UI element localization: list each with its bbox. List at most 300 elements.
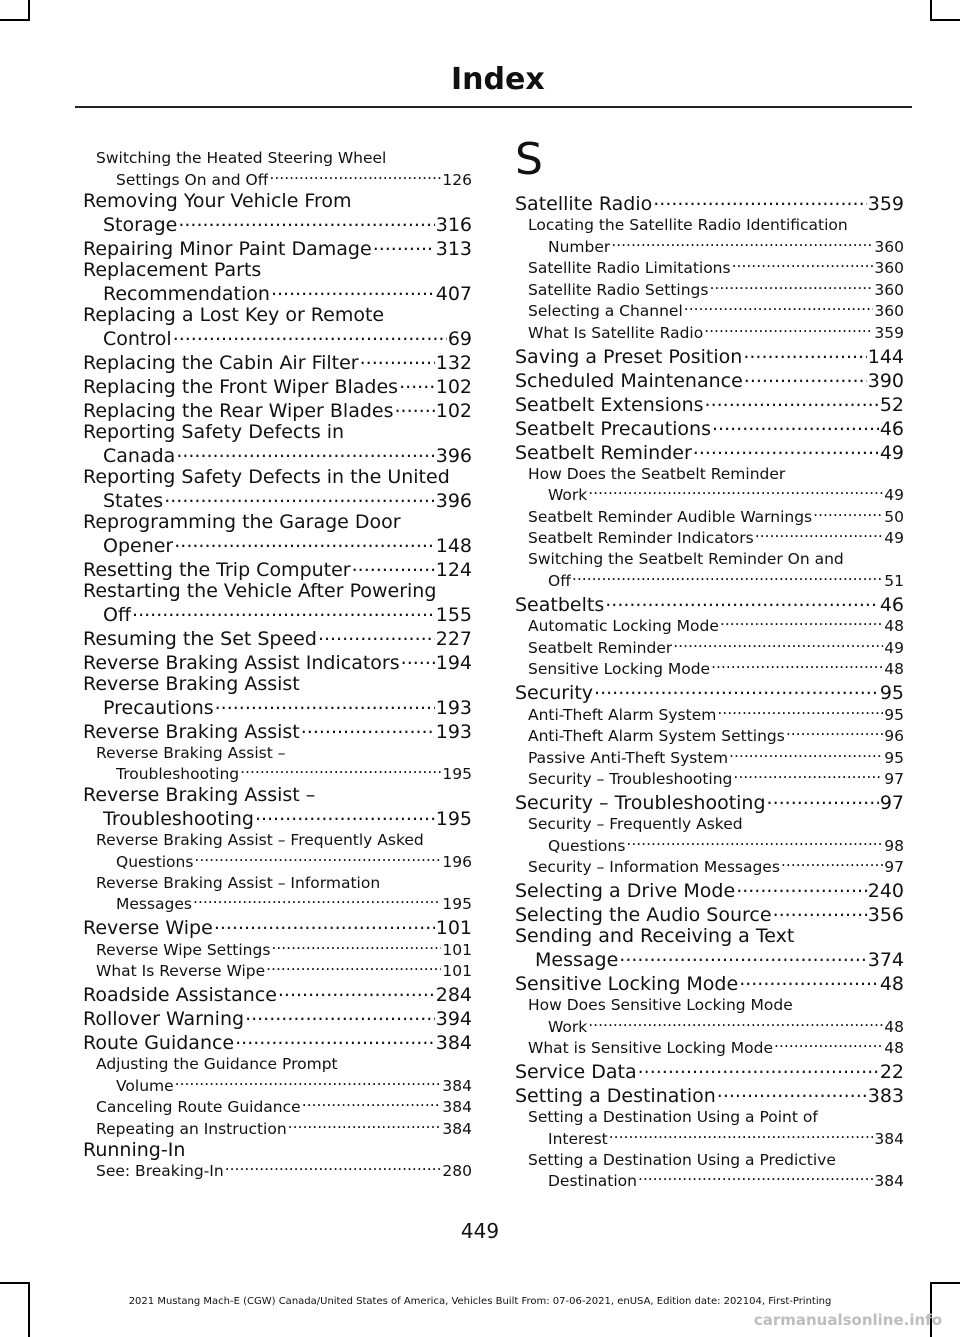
entry-text: Opener bbox=[103, 535, 174, 557]
entry-text: Selecting a Channel bbox=[528, 302, 683, 320]
page-reference: 394 bbox=[435, 1008, 472, 1030]
index-subentry bbox=[515, 814, 904, 857]
index-subentry bbox=[515, 726, 904, 748]
entry-text: Anti-Theft Alarm System bbox=[528, 705, 717, 724]
page-title: Index bbox=[451, 62, 545, 97]
page-reference: 46 bbox=[879, 593, 904, 616]
dot-leader bbox=[288, 1118, 442, 1134]
index-subentry bbox=[515, 464, 904, 507]
entry-text: Removing Your Vehicle From bbox=[83, 189, 352, 212]
entry-text: Reverse Braking Assist – Frequently Asked bbox=[96, 831, 424, 849]
dot-leader bbox=[360, 350, 435, 369]
dot-leader bbox=[717, 704, 883, 720]
crop-mark bbox=[930, 0, 932, 20]
dot-leader bbox=[736, 878, 867, 897]
page-reference: 384 bbox=[435, 1032, 472, 1054]
page-reference: 384 bbox=[874, 1129, 904, 1148]
index-subentry bbox=[515, 704, 904, 726]
entry-text: Satellite Radio Limitations bbox=[528, 259, 731, 277]
entry-text: Number bbox=[548, 237, 611, 256]
page-reference: 194 bbox=[435, 651, 472, 674]
crop-mark bbox=[930, 1282, 960, 1284]
dot-leader bbox=[781, 857, 883, 873]
entry-text: Troubleshooting bbox=[103, 809, 254, 830]
entry-text: Security – Information Messages bbox=[528, 858, 780, 876]
page-reference: 384 bbox=[442, 1098, 472, 1116]
index-entry bbox=[83, 557, 472, 581]
dot-leader bbox=[245, 1006, 435, 1025]
entry-text: What Is Satellite Radio bbox=[528, 323, 704, 342]
page-reference: 49 bbox=[884, 529, 904, 547]
entry-text: Replacing the Cabin Air Filter bbox=[83, 352, 359, 374]
dot-leader bbox=[594, 680, 879, 699]
entry-text: Seatbelt Reminder bbox=[515, 442, 692, 464]
page-reference: 124 bbox=[435, 558, 472, 581]
entry-text: States bbox=[103, 490, 164, 512]
entry-text: Reverse Braking Assist bbox=[83, 672, 300, 695]
crop-mark bbox=[28, 1282, 30, 1337]
index-subentry bbox=[515, 549, 904, 592]
page-reference: 193 bbox=[435, 696, 472, 719]
page-reference: 359 bbox=[874, 323, 904, 342]
dot-leader bbox=[717, 1083, 867, 1102]
index-entry bbox=[515, 790, 904, 814]
entry-text: Control bbox=[103, 328, 172, 350]
entry-text: Route Guidance bbox=[83, 1033, 235, 1054]
page-reference: 360 bbox=[874, 237, 904, 256]
entry-text: Setting a Destination Using a Predictive bbox=[528, 1150, 836, 1169]
entry-text: Adjusting the Guidance Prompt bbox=[96, 1055, 338, 1073]
dot-leader bbox=[705, 392, 879, 411]
index-entry bbox=[83, 982, 472, 1006]
dot-leader bbox=[786, 726, 883, 742]
index-subentry bbox=[515, 616, 904, 638]
index-subentry bbox=[83, 873, 472, 916]
index-subentry bbox=[83, 830, 472, 873]
index-subentry bbox=[83, 961, 472, 983]
crop-mark bbox=[930, 19, 960, 21]
page-reference: 383 bbox=[867, 1085, 904, 1107]
dot-leader bbox=[271, 281, 435, 300]
dot-leader bbox=[755, 528, 884, 544]
index-entry bbox=[515, 971, 904, 995]
entry-text: Switching the Heated Steering Wheel bbox=[96, 149, 387, 167]
page-reference: 384 bbox=[442, 1076, 472, 1095]
entry-text: Sensitive Locking Mode bbox=[515, 974, 739, 995]
entry-text: Selecting a Drive Mode bbox=[515, 881, 736, 902]
dot-leader bbox=[132, 602, 435, 621]
dot-leader bbox=[175, 1075, 442, 1091]
index-entry bbox=[83, 915, 472, 939]
page-reference: 284 bbox=[435, 984, 472, 1006]
index-entries-s bbox=[515, 191, 904, 1192]
page-reference: 97 bbox=[884, 770, 904, 788]
entry-text: How Does Sensitive Locking Mode bbox=[528, 996, 793, 1014]
page-reference: 48 bbox=[884, 1017, 904, 1036]
index-subentry bbox=[515, 528, 904, 550]
page-reference: 49 bbox=[884, 638, 904, 657]
index-subentry bbox=[515, 506, 904, 528]
page-reference: 155 bbox=[435, 603, 472, 626]
page-reference: 48 bbox=[879, 973, 904, 995]
dot-leader bbox=[684, 301, 874, 317]
dot-leader bbox=[225, 1161, 442, 1177]
dot-leader bbox=[302, 1097, 442, 1113]
entry-text: Work bbox=[548, 486, 588, 504]
dot-leader bbox=[373, 236, 435, 255]
page-number: 449 bbox=[460, 1219, 500, 1243]
entry-text: Scheduled Maintenance bbox=[515, 370, 743, 392]
index-entry bbox=[515, 926, 904, 971]
page-reference: 98 bbox=[884, 836, 904, 855]
entry-text: Questions bbox=[548, 836, 626, 855]
entry-text: Replacement Parts bbox=[83, 258, 262, 281]
entry-text: See: Breaking-In bbox=[96, 1162, 224, 1180]
page-reference: 193 bbox=[435, 720, 472, 743]
index-entry bbox=[83, 719, 472, 743]
page-reference: 356 bbox=[867, 904, 904, 926]
entry-text: Seatbelts bbox=[515, 594, 605, 616]
dot-leader bbox=[619, 947, 866, 966]
page-reference: 101 bbox=[442, 962, 472, 980]
dot-leader bbox=[214, 915, 435, 934]
dot-leader bbox=[626, 835, 883, 851]
index-entry bbox=[83, 785, 472, 830]
entry-text: Volume bbox=[116, 1076, 174, 1095]
dot-leader bbox=[729, 747, 883, 763]
entry-text: Canceling Route Guidance bbox=[96, 1098, 301, 1116]
entry-text: Security – Frequently Asked bbox=[528, 815, 743, 833]
entry-text: Security bbox=[515, 683, 594, 704]
entry-text: Destination bbox=[548, 1172, 637, 1190]
page-reference: 101 bbox=[435, 917, 472, 939]
index-subentry bbox=[515, 857, 904, 879]
page-reference: 46 bbox=[879, 417, 904, 440]
index-entry bbox=[83, 422, 472, 467]
entry-text: Automatic Locking Mode bbox=[528, 617, 719, 635]
page-reference: 196 bbox=[442, 852, 472, 871]
dot-leader bbox=[813, 506, 883, 522]
dot-leader bbox=[712, 416, 879, 435]
page-reference: 49 bbox=[884, 486, 904, 504]
entry-text: Canada bbox=[103, 445, 176, 467]
page-reference: 360 bbox=[874, 280, 904, 299]
entry-text: Replacing the Front Wiper Blades bbox=[83, 376, 399, 398]
entry-text: Sending and Receiving a Text bbox=[515, 925, 795, 947]
dot-leader bbox=[743, 344, 866, 363]
page-reference: 69 bbox=[447, 327, 472, 350]
index-subentry bbox=[515, 301, 904, 323]
entry-text: Reverse Wipe Settings bbox=[96, 940, 271, 959]
index-entry bbox=[83, 1006, 472, 1030]
entry-text: Satellite Radio Settings bbox=[528, 280, 709, 299]
page-reference: 148 bbox=[435, 534, 472, 557]
entry-text: Reporting Safety Defects in the United bbox=[83, 465, 450, 488]
index-entry bbox=[83, 398, 472, 422]
index-subentry bbox=[515, 258, 904, 280]
dot-leader bbox=[744, 368, 867, 387]
entry-text: Reverse Braking Assist bbox=[83, 721, 300, 743]
entry-text: Precautions bbox=[103, 697, 214, 719]
dot-leader bbox=[638, 1059, 879, 1078]
dot-leader bbox=[193, 894, 441, 910]
entry-text: Security – Troubleshooting bbox=[515, 793, 766, 814]
dot-leader bbox=[709, 279, 873, 295]
entry-text: Sensitive Locking Mode bbox=[528, 660, 711, 678]
index-entry bbox=[83, 236, 472, 260]
page-reference: 95 bbox=[884, 748, 904, 767]
watermark: carmanualsonline.info bbox=[753, 1311, 942, 1329]
page-reference: 101 bbox=[442, 940, 472, 959]
dot-leader bbox=[301, 719, 435, 738]
index-subentry bbox=[83, 1161, 472, 1183]
index-entry bbox=[515, 440, 904, 464]
dot-leader bbox=[739, 971, 879, 990]
entry-text: Storage bbox=[103, 214, 178, 236]
index-entry bbox=[83, 191, 472, 236]
entry-text: Satellite Radio bbox=[515, 194, 653, 215]
index-entry bbox=[83, 467, 472, 512]
page-reference: 374 bbox=[867, 949, 904, 971]
dot-leader bbox=[720, 616, 883, 632]
entry-text: Setting a Destination bbox=[515, 1086, 716, 1107]
entry-text: Seatbelt Reminder Audible Warnings bbox=[528, 507, 813, 526]
dot-leader bbox=[588, 485, 883, 501]
index-entry bbox=[515, 1083, 904, 1107]
entry-text: Reverse Braking Assist – bbox=[83, 784, 316, 806]
index-entry bbox=[83, 260, 472, 305]
dot-leader bbox=[732, 258, 874, 274]
index-entry bbox=[515, 416, 904, 440]
index-entry bbox=[83, 650, 472, 674]
dot-leader bbox=[711, 659, 883, 675]
page-reference: 126 bbox=[442, 170, 472, 189]
dot-leader bbox=[395, 398, 435, 417]
dot-leader bbox=[255, 806, 435, 825]
index-subentry bbox=[515, 279, 904, 301]
dot-leader bbox=[352, 557, 435, 576]
page-reference: 51 bbox=[884, 571, 904, 590]
dot-leader bbox=[767, 790, 879, 809]
entry-text: Saving a Preset Position bbox=[515, 346, 743, 368]
dot-leader bbox=[401, 650, 435, 669]
page-reference: 102 bbox=[435, 399, 472, 422]
page-reference: 227 bbox=[435, 627, 472, 650]
index-entry bbox=[515, 392, 904, 416]
index-entry bbox=[515, 368, 904, 392]
index-entry bbox=[83, 305, 472, 350]
page-reference: 313 bbox=[435, 237, 472, 260]
entry-text: Interest bbox=[548, 1129, 608, 1148]
page-reference: 316 bbox=[435, 213, 472, 236]
index-subentry bbox=[83, 1054, 472, 1097]
dot-leader bbox=[194, 851, 441, 867]
index-entry bbox=[515, 1059, 904, 1083]
page-reference: 48 bbox=[884, 660, 904, 678]
entry-text: Seatbelt Precautions bbox=[515, 418, 711, 440]
dot-leader bbox=[605, 592, 879, 611]
index-subentry bbox=[515, 659, 904, 681]
page-reference: 52 bbox=[879, 393, 904, 416]
page-reference: 49 bbox=[879, 441, 904, 464]
page-reference: 360 bbox=[874, 259, 904, 277]
entry-text: Security – Troubleshooting bbox=[528, 770, 733, 788]
entry-text: Resetting the Trip Computer bbox=[83, 559, 351, 581]
index-subentry bbox=[515, 637, 904, 659]
entry-text: Selecting the Audio Source bbox=[515, 905, 772, 926]
index-subentry bbox=[83, 939, 472, 961]
entry-text: Rollover Warning bbox=[83, 1009, 245, 1030]
index-subentry bbox=[515, 995, 904, 1038]
dot-leader bbox=[215, 695, 435, 714]
index-subentry bbox=[515, 1150, 904, 1193]
page-reference: 48 bbox=[884, 617, 904, 635]
page-reference: 195 bbox=[442, 895, 472, 913]
page-reference: 280 bbox=[442, 1162, 472, 1180]
page-reference: 22 bbox=[879, 1061, 904, 1083]
entry-text: Service Data bbox=[515, 1062, 637, 1083]
dot-leader bbox=[653, 191, 866, 210]
entry-text: Off bbox=[103, 604, 132, 626]
page-reference: 396 bbox=[435, 489, 472, 512]
page-reference: 195 bbox=[435, 808, 472, 830]
entry-text: Replacing the Rear Wiper Blades bbox=[83, 400, 394, 422]
entry-text: How Does the Seatbelt Reminder bbox=[528, 464, 786, 483]
index-entry bbox=[83, 1030, 472, 1054]
entry-text: Locating the Satellite Radio Identification bbox=[528, 216, 848, 234]
dot-leader bbox=[572, 570, 883, 586]
dot-leader bbox=[638, 1171, 873, 1187]
index-subentry bbox=[515, 322, 904, 344]
page-reference: 384 bbox=[874, 1172, 904, 1190]
index-subentry bbox=[515, 215, 904, 258]
dot-leader bbox=[588, 1016, 883, 1032]
page-reference: 95 bbox=[884, 705, 904, 724]
dot-leader bbox=[609, 1128, 874, 1144]
page-reference: 96 bbox=[884, 727, 904, 745]
entry-text: Reverse Braking Assist Indicators bbox=[83, 652, 400, 674]
dot-leader bbox=[773, 902, 867, 921]
index-subentry bbox=[83, 1097, 472, 1119]
index-entry bbox=[515, 592, 904, 616]
page-reference: 97 bbox=[884, 858, 904, 876]
entry-text: Recommendation bbox=[103, 283, 270, 305]
index-subentry bbox=[83, 743, 472, 786]
dot-leader bbox=[164, 488, 435, 507]
entry-text: Running-In bbox=[83, 1139, 186, 1161]
page-reference: 359 bbox=[867, 193, 904, 215]
dot-leader bbox=[611, 236, 873, 252]
dot-leader bbox=[271, 939, 441, 955]
dot-leader bbox=[318, 626, 435, 645]
dot-leader bbox=[235, 1030, 435, 1049]
index-subentry bbox=[515, 747, 904, 769]
dot-leader bbox=[733, 769, 883, 785]
section-letter: S bbox=[515, 134, 543, 185]
entry-text: Reprogramming the Garage Door bbox=[83, 510, 401, 533]
page-reference: 95 bbox=[879, 682, 904, 704]
page-reference: 48 bbox=[884, 1039, 904, 1057]
entry-text: Troubleshooting bbox=[116, 765, 240, 783]
entry-text: Resuming the Set Speed bbox=[83, 628, 317, 650]
crop-mark bbox=[28, 0, 30, 20]
crop-mark bbox=[0, 19, 30, 21]
index-entry bbox=[515, 680, 904, 704]
index-entry bbox=[515, 902, 904, 926]
entry-text: Reverse Braking Assist – bbox=[96, 743, 286, 762]
dot-leader bbox=[266, 961, 441, 977]
page-reference: 396 bbox=[435, 444, 472, 467]
dot-leader bbox=[673, 637, 883, 653]
entry-text: Messages bbox=[116, 895, 193, 913]
entry-text: Seatbelt Extensions bbox=[515, 394, 704, 416]
entry-text: What is Sensitive Locking Mode bbox=[528, 1039, 774, 1057]
dot-leader bbox=[240, 764, 441, 780]
index-entry bbox=[83, 512, 472, 557]
dot-leader bbox=[704, 322, 873, 338]
page-reference: 132 bbox=[435, 351, 472, 374]
entry-text: Reporting Safety Defects in bbox=[83, 420, 345, 443]
entry-text: Settings On and Off bbox=[116, 170, 269, 189]
dot-leader bbox=[693, 440, 879, 459]
index-entry bbox=[83, 1140, 472, 1161]
entry-text: Repairing Minor Paint Damage bbox=[83, 238, 372, 260]
entry-text: Repeating an Instruction bbox=[96, 1119, 287, 1138]
dot-leader bbox=[269, 169, 441, 185]
dot-leader bbox=[173, 326, 447, 345]
page-reference: 97 bbox=[879, 792, 904, 814]
index-column-right bbox=[515, 134, 904, 1192]
dot-leader bbox=[174, 533, 434, 552]
entry-text: Questions bbox=[116, 852, 194, 871]
dot-leader bbox=[399, 374, 435, 393]
dot-leader bbox=[178, 212, 434, 231]
entry-text: Roadside Assistance bbox=[83, 985, 277, 1006]
entry-text: Replacing a Lost Key or Remote bbox=[83, 303, 385, 326]
dot-leader bbox=[278, 982, 435, 1001]
index-subentry bbox=[515, 1107, 904, 1150]
dot-leader bbox=[176, 443, 434, 462]
index-column-left bbox=[83, 148, 472, 1182]
index-entry bbox=[83, 626, 472, 650]
page-reference: 240 bbox=[867, 880, 904, 902]
entry-text: Setting a Destination Using a Point of bbox=[528, 1108, 818, 1126]
index-entry bbox=[83, 374, 472, 398]
index-entry bbox=[515, 878, 904, 902]
page-reference: 360 bbox=[874, 302, 904, 320]
page-reference: 195 bbox=[442, 765, 472, 783]
entry-text: Restarting the Vehicle After Powering bbox=[83, 579, 437, 602]
entry-text: What Is Reverse Wipe bbox=[96, 962, 266, 980]
crop-mark bbox=[0, 1282, 30, 1284]
entry-text: Seatbelt Reminder Indicators bbox=[528, 529, 754, 547]
index-subentry bbox=[515, 769, 904, 791]
entry-text: Reverse Braking Assist – Information bbox=[96, 873, 381, 892]
header-divider bbox=[75, 106, 912, 108]
entry-text: Seatbelt Reminder bbox=[528, 638, 673, 657]
entry-text: Message bbox=[535, 950, 619, 971]
entry-text: Switching the Seatbelt Reminder On and bbox=[528, 550, 844, 568]
entry-text: Work bbox=[548, 1017, 588, 1036]
page-reference: 144 bbox=[867, 345, 904, 368]
index-subentry bbox=[83, 1118, 472, 1140]
entry-text: Anti-Theft Alarm System Settings bbox=[528, 727, 785, 745]
index-entry bbox=[83, 350, 472, 374]
page-reference: 407 bbox=[435, 282, 472, 305]
footer-edition-info: 2021 Mustang Mach-E (CGW) Canada/United States of America, Vehicles Built From: 07-06-2021, enUSA, Edition date: 202104, First-Printing bbox=[128, 1296, 832, 1307]
entry-text: Off bbox=[548, 571, 571, 590]
page-reference: 102 bbox=[435, 375, 472, 398]
